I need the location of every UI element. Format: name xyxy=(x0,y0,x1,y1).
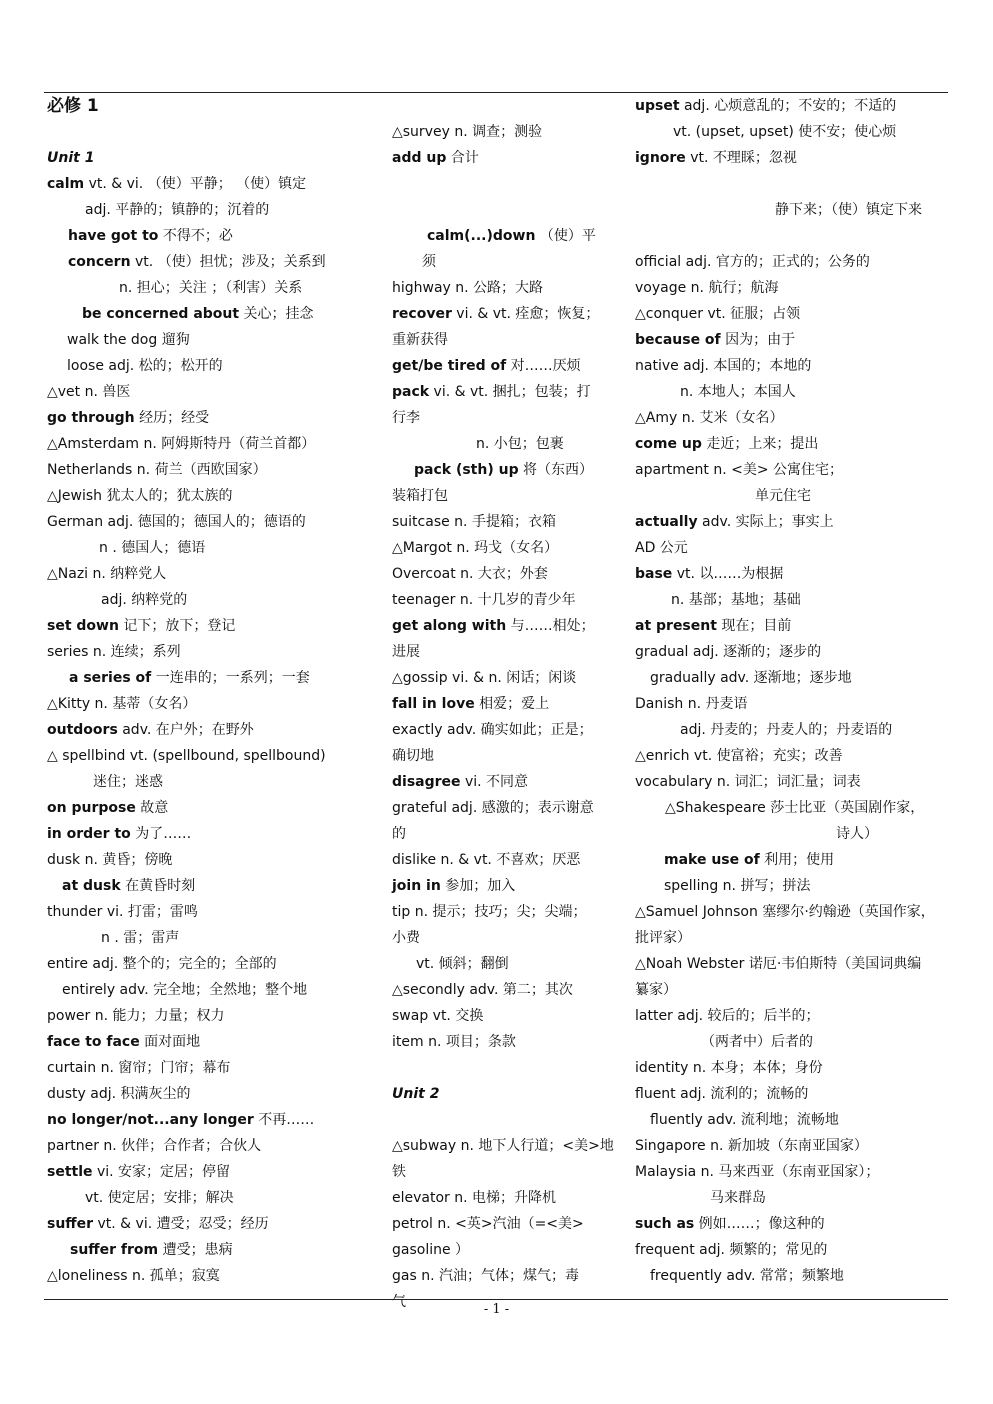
vocab-headword: a series of xyxy=(69,670,152,686)
vocab-text: apartment n. <美> 公寓住宅； xyxy=(635,462,844,478)
vocab-line xyxy=(635,955,921,973)
vocab-text: 气 xyxy=(392,1294,406,1310)
vocab-line xyxy=(635,435,818,453)
vocab-line xyxy=(47,461,267,479)
vocab-text: 马来群岛 xyxy=(710,1190,766,1206)
vocab-text: n . 雷；雷声 xyxy=(101,930,180,946)
vocab-line xyxy=(414,461,593,479)
vocab-text: 重新获得 xyxy=(392,332,448,348)
vocab-line xyxy=(68,253,326,271)
vocab-line xyxy=(680,721,892,739)
vocab-line xyxy=(416,955,509,973)
vocab-line xyxy=(47,1033,200,1051)
vocab-text: gasoline ） xyxy=(392,1242,470,1258)
vocab-line xyxy=(392,1189,556,1207)
vocab-text: swap vt. 交换 xyxy=(392,1008,484,1024)
vocab-text: identity n. 本身；本体；身份 xyxy=(635,1060,823,1076)
vocab-text: AD 公元 xyxy=(635,540,688,556)
vocab-line xyxy=(392,825,406,843)
vocab-text: official adj. 官方的；正式的；公务的 xyxy=(635,254,870,270)
vocab-text: Danish n. 丹麦语 xyxy=(635,696,748,712)
vocab-text: △vet n. 兽医 xyxy=(47,384,131,400)
vocab-line xyxy=(635,1215,825,1233)
vocab-line xyxy=(635,1059,823,1077)
vocab-text: adj. 平静的；镇静的；沉着的 xyxy=(85,202,270,218)
vocab-headword: fall in love xyxy=(392,696,475,712)
vocab-text: 铁 xyxy=(392,1164,406,1180)
vocab-definition: 一连串的；一系列；一套 xyxy=(151,670,310,686)
vocab-line xyxy=(47,383,130,401)
vocab-line xyxy=(47,513,306,531)
vocab-line xyxy=(47,955,277,973)
vocab-line xyxy=(101,591,187,609)
vocab-definition: vi. & vt. 捆扎；包装；打 xyxy=(429,384,591,400)
vocab-definition: vt. 以……为根据 xyxy=(672,566,784,582)
vocab-line xyxy=(47,1059,230,1077)
vocab-text: frequently adv. 常常；频繁地 xyxy=(650,1268,844,1284)
vocab-text: elevator n. 电梯；升降机 xyxy=(392,1190,557,1206)
vocab-line xyxy=(392,383,591,401)
vocab-line xyxy=(392,591,576,609)
vocab-text: gradually adv. 逐渐地；逐步地 xyxy=(650,670,852,686)
vocab-line xyxy=(392,1163,406,1181)
vocab-text: 行李 xyxy=(392,410,420,426)
vocab-line xyxy=(62,877,195,895)
vocab-line xyxy=(635,409,784,427)
vocab-line xyxy=(392,1137,614,1155)
vocab-definition: 参加；加入 xyxy=(440,878,516,894)
vocab-headword: in order to xyxy=(47,826,131,842)
vocab-text: suitcase n. 手提箱；衣箱 xyxy=(392,514,556,530)
vocab-line xyxy=(635,981,677,999)
vocab-definition: vi. 不同意 xyxy=(460,774,529,790)
vocab-line xyxy=(47,1085,191,1103)
vocab-headword: pack (sth) up xyxy=(414,462,519,478)
vocab-line xyxy=(755,487,811,505)
vocab-text: entirely adv. 完全地；全然地；整个地 xyxy=(62,982,308,998)
vocab-headword: such as xyxy=(635,1216,695,1232)
vocab-headword: face to face xyxy=(47,1034,140,1050)
vocab-line xyxy=(93,773,163,791)
vocab-text: △Margot n. 玛戈（女名） xyxy=(392,540,559,556)
vocab-definition: 面对面地 xyxy=(139,1034,201,1050)
vocab-definition: adv. 实际上；事实上 xyxy=(697,514,834,530)
vocab-text: Malaysia n. 马来西亚（东南亚国家）； xyxy=(635,1164,880,1180)
vocab-line xyxy=(47,1267,220,1285)
vocab-line xyxy=(47,149,94,167)
vocab-line xyxy=(635,565,783,583)
vocab-line xyxy=(62,981,307,999)
vocab-text: fluent adj. 流利的；流畅的 xyxy=(635,1086,809,1102)
vocab-definition: 关心；挂念 xyxy=(239,306,314,322)
vocab-text: 须 xyxy=(422,254,436,270)
vocab-line xyxy=(392,331,448,349)
vocab-text: △Nazi n. 纳粹党人 xyxy=(47,566,167,582)
vocab-text: Unit 2 xyxy=(392,1086,440,1102)
vocab-text: adj. 丹麦的；丹麦人的；丹麦语的 xyxy=(680,722,893,738)
vocab-line xyxy=(427,227,596,245)
vocab-text: 确切地 xyxy=(392,748,434,764)
vocab-line xyxy=(67,357,223,375)
vocab-line xyxy=(70,1241,233,1259)
vocab-text: dusty adj. 积满灰尘的 xyxy=(47,1086,191,1102)
vocab-line xyxy=(635,1241,827,1259)
vocab-line xyxy=(635,1137,868,1155)
vocab-text: Overcoat n. 大衣；外套 xyxy=(392,566,548,582)
vocab-headword: actually xyxy=(635,514,698,530)
vocab-definition: adj. 心烦意乱的；不安的；不适的 xyxy=(679,98,897,114)
vocab-text: thunder vi. 打雷；雷鸣 xyxy=(47,904,198,920)
vocab-text: series n. 连续；系列 xyxy=(47,644,181,660)
vocab-definition: vi. 安家；定居；停留 xyxy=(92,1164,231,1180)
vocab-headword: pack xyxy=(392,384,430,400)
vocab-text: spelling n. 拼写；拼法 xyxy=(664,878,811,894)
vocab-line xyxy=(47,1007,225,1025)
vocab-line xyxy=(635,539,688,557)
vocab-text: gas n. 汽油；气体；煤气；毒 xyxy=(392,1268,579,1284)
vocab-text: native adj. 本国的；本地的 xyxy=(635,358,812,374)
vocab-line xyxy=(392,1085,439,1103)
vocab-headword: upset xyxy=(635,98,680,114)
vocab-line xyxy=(392,903,587,921)
vocab-headword: settle xyxy=(47,1164,93,1180)
vocab-text: latter adj. 较后的；后半的； xyxy=(635,1008,820,1024)
vocab-headword: base xyxy=(635,566,673,582)
vocab-headword: at present xyxy=(635,618,717,634)
vocab-line xyxy=(392,669,576,687)
vocab-line xyxy=(392,357,581,375)
vocab-text: dusk n. 黄昏；傍晚 xyxy=(47,852,173,868)
vocab-text: item n. 项目；条款 xyxy=(392,1034,516,1050)
vocab-text: dislike n. & vt. 不喜欢；厌恶 xyxy=(392,852,581,868)
vocab-line xyxy=(392,487,448,505)
vocab-headword: suffer xyxy=(47,1216,94,1232)
vocab-definition: 不再…… xyxy=(253,1112,315,1128)
vocab-definition: 将（东西） xyxy=(518,462,594,478)
vocab-text: highway n. 公路；大路 xyxy=(392,280,544,296)
vocab-line xyxy=(635,97,896,115)
vocab-text: △Samuel Johnson 塞缪尔·约翰逊（英国作家， xyxy=(635,904,935,920)
vocab-line xyxy=(392,409,420,427)
vocab-definition: 记下；放下；登记 xyxy=(118,618,236,634)
vocab-definition: 为了…… xyxy=(130,826,192,842)
vocab-text: （两者中）后者的 xyxy=(701,1034,813,1050)
vocab-headword: at dusk xyxy=(62,878,121,894)
vocab-headword: make use of xyxy=(664,852,760,868)
vocab-line xyxy=(47,409,209,427)
bottom-rule xyxy=(44,1299,948,1300)
vocab-line xyxy=(47,695,196,713)
vocab-headword: calm(...)down xyxy=(427,228,536,244)
vocab-line xyxy=(99,539,205,557)
vocab-line xyxy=(392,851,580,869)
vocab-text: 诗人） xyxy=(836,826,878,842)
vocab-definition: 不得不；必 xyxy=(158,228,233,244)
vocab-line xyxy=(665,799,924,817)
vocab-text: power n. 能力；力量；权力 xyxy=(47,1008,225,1024)
page-number: - 1 - xyxy=(483,1302,510,1317)
vocab-line xyxy=(635,1007,820,1025)
vocab-line xyxy=(47,643,181,661)
vocab-headword: add up xyxy=(392,150,447,166)
vocab-line xyxy=(635,1163,879,1181)
vocab-line xyxy=(47,487,232,505)
vocab-line xyxy=(392,695,549,713)
vocab-text: 进展 xyxy=(392,644,420,660)
vocab-text: Netherlands n. 荷兰（西欧国家） xyxy=(47,462,267,478)
vocab-text: △conquer vt. 征服；占领 xyxy=(635,306,801,322)
vocab-line xyxy=(392,1241,469,1259)
vocab-definition: vt. 不理睬；忽视 xyxy=(685,150,797,166)
vocab-definition: 现在；目前 xyxy=(716,618,792,634)
vocab-line xyxy=(392,1215,584,1233)
vocab-definition: vt. & vi. （使）平静； （使）镇定 xyxy=(84,176,307,192)
vocab-text: entire adj. 整个的；完全的；全部的 xyxy=(47,956,277,972)
vocab-line xyxy=(101,929,179,947)
vocab-line xyxy=(68,227,233,245)
vocab-text: 单元住宅 xyxy=(755,488,811,504)
vocab-text: vt. 使定居；安排；解决 xyxy=(85,1190,234,1206)
vocab-line xyxy=(392,279,543,297)
vocab-definition: vt. （使）担忧；涉及；关系到 xyxy=(130,254,326,270)
vocab-text: n. 小包；包裹 xyxy=(476,436,564,452)
vocab-headword: outdoors xyxy=(47,722,118,738)
vocab-line xyxy=(635,695,748,713)
vocab-definition: 遭受；患病 xyxy=(158,1242,233,1258)
vocab-line xyxy=(635,149,797,167)
vocab-line xyxy=(47,799,168,817)
vocab-line xyxy=(69,669,310,687)
vocab-line xyxy=(47,825,191,843)
vocab-line xyxy=(392,929,420,947)
vocab-line xyxy=(664,877,810,895)
vocab-definition: adv. 在户外；在野外 xyxy=(117,722,254,738)
vocab-line xyxy=(392,617,595,635)
vocab-line xyxy=(47,97,99,115)
vocab-text: △enrich vt. 使富裕；充实；改善 xyxy=(635,748,843,764)
vocab-text: adj. 纳粹党的 xyxy=(101,592,188,608)
vocab-text: vt. (upset, upset) 使不安；使心烦 xyxy=(673,124,897,140)
vocab-line xyxy=(701,1033,813,1051)
vocab-text: 迷住；迷惑 xyxy=(93,774,163,790)
vocab-text: n. 本地人；本国人 xyxy=(680,384,796,400)
vocab-line xyxy=(673,123,896,141)
vocab-line xyxy=(47,721,254,739)
vocab-text: gradual adj. 逐渐的；逐步的 xyxy=(635,644,822,660)
vocab-definition: 经历；经受 xyxy=(134,410,210,426)
vocab-text: 必修 1 xyxy=(47,96,99,116)
vocab-line xyxy=(392,721,593,739)
vocab-line xyxy=(82,305,314,323)
vocab-definition: vt. & vi. 遭受；忍受；经历 xyxy=(93,1216,269,1232)
vocab-line xyxy=(635,747,843,765)
vocab-line xyxy=(476,435,564,453)
vocab-text: frequent adj. 频繁的；常见的 xyxy=(635,1242,828,1258)
vocab-text: 小费 xyxy=(392,930,420,946)
vocab-text: fluently adv. 流利地；流畅地 xyxy=(650,1112,839,1128)
vocab-text: 批评家） xyxy=(635,930,691,946)
vocab-text: △Shakespeare 莎士比亚（英国剧作家， xyxy=(665,800,925,816)
vocab-text: teenager n. 十几岁的青少年 xyxy=(392,592,576,608)
vocab-line xyxy=(392,773,528,791)
vocab-line xyxy=(635,903,935,921)
vocab-line xyxy=(47,617,235,635)
vocab-line xyxy=(47,747,326,765)
vocab-text: petrol n. <英>汽油（=<美> xyxy=(392,1216,584,1232)
vocab-text: n. 基部；基地；基础 xyxy=(671,592,801,608)
vocab-line xyxy=(635,643,821,661)
vocab-headword: get/be tired of xyxy=(392,358,507,374)
vocab-line xyxy=(392,539,558,557)
vocab-definition: 相爱；爱上 xyxy=(474,696,550,712)
vocab-headword: get along with xyxy=(392,618,507,634)
vocab-headword: go through xyxy=(47,410,135,426)
vocab-line xyxy=(635,331,795,349)
vocab-definition: 走近；上来；提出 xyxy=(701,436,819,452)
vocab-text: walk the dog 遛狗 xyxy=(67,332,190,348)
vocab-line xyxy=(635,617,791,635)
vocab-text: grateful adj. 感激的；表示谢意 xyxy=(392,800,594,816)
vocab-headword: be concerned about xyxy=(82,306,240,322)
top-rule xyxy=(44,92,948,93)
vocab-text: tip n. 提示；技巧；尖；尖端； xyxy=(392,904,587,920)
vocab-line xyxy=(392,643,420,661)
vocab-text: △gossip vi. & n. 闲话；闲谈 xyxy=(392,670,577,686)
vocab-line xyxy=(664,851,834,869)
vocab-headword: recover xyxy=(392,306,452,322)
vocab-headword: no longer/not...any longer xyxy=(47,1112,254,1128)
vocab-line xyxy=(392,1033,516,1051)
vocab-line xyxy=(392,149,479,167)
vocab-line xyxy=(47,851,172,869)
vocab-definition: 对……厌烦 xyxy=(506,358,581,374)
vocab-text: n . 德国人；德语 xyxy=(99,540,206,556)
vocab-text: exactly adv. 确实如此；正是； xyxy=(392,722,593,738)
vocab-text: partner n. 伙伴；合作者；合伙人 xyxy=(47,1138,262,1154)
vocab-text: △survey n. 调查；测验 xyxy=(392,124,543,140)
vocab-text: curtain n. 窗帘；门帘；幕布 xyxy=(47,1060,231,1076)
vocab-text: △Noah Webster 诺厄·韦伯斯特（美国词典编 xyxy=(635,956,922,972)
vocab-line xyxy=(392,877,515,895)
vocab-headword: because of xyxy=(635,332,721,348)
vocab-text: Singapore n. 新加坡（东南亚国家） xyxy=(635,1138,868,1154)
vocab-definition: 利用；使用 xyxy=(759,852,835,868)
vocab-line xyxy=(635,461,843,479)
vocab-line xyxy=(392,799,594,817)
vocab-text: △loneliness n. 孤单；寂寞 xyxy=(47,1268,220,1284)
vocab-line xyxy=(392,123,542,141)
vocab-line xyxy=(635,305,800,323)
vocab-line xyxy=(635,929,691,947)
vocab-text: n. 担心；关注 ；（利害）关系 xyxy=(119,280,303,296)
vocab-line xyxy=(392,981,573,999)
vocab-line xyxy=(635,253,870,271)
vocab-line xyxy=(47,435,315,453)
vocab-text: voyage n. 航行；航海 xyxy=(635,280,779,296)
vocab-line xyxy=(775,201,922,219)
vocab-line xyxy=(635,513,834,531)
vocab-line xyxy=(392,1267,579,1285)
vocab-line xyxy=(392,1007,483,1025)
vocab-headword: have got to xyxy=(68,228,159,244)
vocab-line xyxy=(392,747,434,765)
vocab-text: 装箱打包 xyxy=(392,488,448,504)
vocab-text: 的 xyxy=(392,826,406,842)
vocab-text: loose adj. 松的；松开的 xyxy=(67,358,223,374)
vocab-definition: 与……相处； xyxy=(506,618,595,634)
vocab-text: Unit 1 xyxy=(47,150,95,166)
vocab-headword: join in xyxy=(392,878,441,894)
vocab-text: △Jewish 犹太人的；犹太族的 xyxy=(47,488,233,504)
vocab-line xyxy=(47,1163,230,1181)
vocab-definition: 合计 xyxy=(446,150,479,166)
vocab-text: △Kitty n. 基蒂（女名） xyxy=(47,696,197,712)
vocab-line xyxy=(635,357,811,375)
vocab-line xyxy=(392,513,556,531)
vocab-line xyxy=(85,1189,234,1207)
vocab-line xyxy=(422,253,436,271)
vocab-line xyxy=(680,383,796,401)
vocab-line xyxy=(47,1111,314,1129)
vocab-text: △subway n. 地下人行道；<美>地 xyxy=(392,1138,614,1154)
vocab-line xyxy=(392,305,599,323)
vocab-line xyxy=(671,591,801,609)
vocab-text: △secondly adv. 第二；其次 xyxy=(392,982,573,998)
vocab-line xyxy=(47,175,306,193)
vocab-line xyxy=(119,279,302,297)
vocab-headword: concern xyxy=(68,254,131,270)
vocab-text: △ spellbind vt. (spellbound, spellbound) xyxy=(47,748,326,764)
vocab-text: vt. 倾斜；翻倒 xyxy=(416,956,509,972)
vocab-text: vocabulary n. 词汇；词汇量；词表 xyxy=(635,774,861,790)
vocab-line xyxy=(635,279,778,297)
vocab-headword: on purpose xyxy=(47,800,136,816)
vocab-line xyxy=(47,903,198,921)
vocab-line xyxy=(635,1085,808,1103)
vocab-headword: set down xyxy=(47,618,119,634)
vocab-text: △Amy n. 艾米（女名） xyxy=(635,410,784,426)
vocab-headword: disagree xyxy=(392,774,461,790)
vocab-line xyxy=(47,1137,261,1155)
vocab-headword: suffer from xyxy=(70,1242,159,1258)
vocab-text: △Amsterdam n. 阿姆斯特丹（荷兰首都） xyxy=(47,436,316,452)
vocab-line xyxy=(650,1111,839,1129)
vocab-line xyxy=(710,1189,766,1207)
vocab-line xyxy=(85,201,269,219)
vocab-line xyxy=(650,1267,844,1285)
vocab-line xyxy=(635,773,861,791)
vocab-line xyxy=(392,565,548,583)
vocab-definition: 例如……；像这种的 xyxy=(694,1216,825,1232)
vocab-line xyxy=(47,1215,269,1233)
vocab-line xyxy=(67,331,190,349)
vocab-definition: vi. & vt. 痊愈；恢复； xyxy=(451,306,600,322)
vocab-text: 静下来；（使）镇定下来 xyxy=(775,202,922,218)
vocab-definition: 在黄昏时刻 xyxy=(120,878,196,894)
vocab-definition: （使）平 xyxy=(535,228,596,244)
vocab-headword: ignore xyxy=(635,150,686,166)
vocab-line xyxy=(650,669,852,687)
vocab-definition: 因为；由于 xyxy=(720,332,796,348)
vocab-line xyxy=(836,825,878,843)
vocab-headword: calm xyxy=(47,176,85,192)
vocab-text: 纂家） xyxy=(635,982,677,998)
vocab-text: German adj. 德国的；德国人的；德语的 xyxy=(47,514,306,530)
vocab-definition: 故意 xyxy=(135,800,169,816)
vocab-line xyxy=(47,565,166,583)
vocab-headword: come up xyxy=(635,436,702,452)
